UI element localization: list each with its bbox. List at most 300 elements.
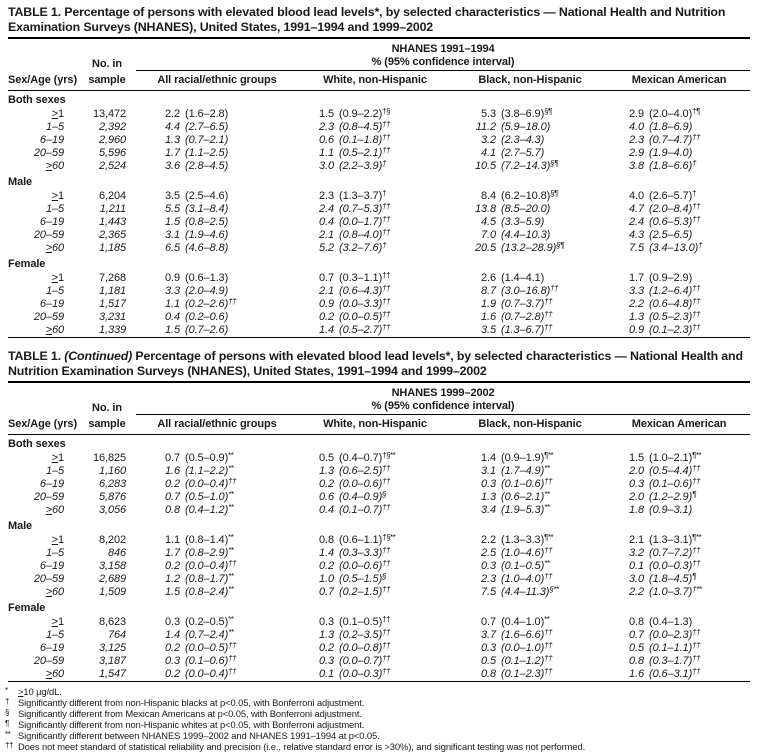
ci-cell: (0.8–4.0)††	[339, 228, 391, 241]
percent-cell: 4.0	[629, 190, 644, 202]
table-header	[8, 39, 750, 91]
ci-cell: (2.0–8.4)††	[649, 202, 701, 215]
age-cell: >60	[45, 160, 64, 172]
percent-cell: 3.0	[319, 160, 334, 172]
ci-cell: (0.9–1.9)¶**	[501, 451, 554, 464]
ci-cell: (0.8–4.5)††	[339, 120, 391, 133]
footnote-marker: ††	[382, 202, 391, 211]
percent-cell: 2.1	[629, 534, 644, 546]
footnote-text: Significantly different between NHANES 1999–2002 and NHANES 1991–1994 at p<0.05.	[18, 730, 380, 741]
ci-cell: (3.0–16.8)††	[501, 284, 559, 297]
ci-cell: (0.0–0.3)††	[649, 559, 701, 572]
ci-cell: (1.6–6.6)††	[501, 628, 553, 641]
age-cell: 20–59	[33, 491, 64, 503]
footnote-marker: ††	[228, 654, 237, 663]
percent-cell: 0.1	[629, 560, 644, 572]
table-row	[8, 560, 750, 573]
footnote-marker: **	[544, 503, 550, 512]
ci-cell: (0.7–2.1)	[185, 134, 229, 146]
age-cell: 6–19	[39, 298, 64, 310]
percent-cell: 0.3	[165, 616, 180, 628]
group-header-black: Black, non-Hispanic	[452, 415, 608, 435]
ci-cell: (6.2–10.8)§¶	[501, 189, 558, 202]
ci-cell: (3.8–6.9)§¶	[501, 107, 552, 120]
percent-cell: 1.9	[481, 298, 496, 310]
table-row	[8, 121, 750, 134]
footnote-marker: ††	[692, 667, 701, 676]
footnote-marker: ¶**	[544, 533, 554, 542]
footnote-marker: §¶	[544, 107, 552, 116]
percent-cell: 2.3	[629, 134, 644, 146]
percent-cell: 3.8	[629, 160, 644, 172]
percent-cell: 10.5	[474, 160, 496, 172]
section-label: Female	[8, 602, 46, 614]
nhanes-1999-2002-table	[8, 383, 750, 682]
footnote-marker: ¶**	[692, 451, 702, 460]
table-row	[8, 668, 750, 682]
footnote-text: Significantly different from non-Hispanic blacks at p<0.05, with Bonferroni adjustment.	[18, 697, 365, 708]
percent-cell: 0.4	[319, 216, 334, 228]
ci-cell: (2.0–4.0)†¶	[649, 107, 700, 120]
percent-cell: 0.9	[319, 298, 334, 310]
ci-cell: (3.4–13.0)†	[649, 241, 703, 254]
percent-cell: 2.3	[481, 573, 496, 585]
table-row	[8, 134, 750, 147]
section-row	[8, 435, 750, 453]
ci-cell: (0.0–0.4)††	[185, 477, 237, 490]
percent-cell: 1.1	[319, 147, 334, 159]
percent-cell: 0.7	[165, 452, 180, 464]
age-cell: 1–5	[45, 285, 64, 297]
sample-header: sample	[78, 415, 136, 435]
ci-cell: (4.4–11.3)§**	[501, 585, 559, 598]
ci-cell: (0.1–0.6)††	[649, 477, 701, 490]
percent-cell: 4.5	[481, 216, 496, 228]
footnote-marker: †§**	[382, 533, 396, 542]
footnote-marker: ††	[382, 215, 391, 224]
sample-header: sample	[78, 71, 136, 91]
ci-cell: (0.0–0.5)††	[339, 310, 391, 323]
ci-header: % (95% confidence interval)	[136, 56, 750, 71]
age-cell: >60	[45, 668, 64, 680]
footnote: ¶ Significantly different from non-Hispanic whites at p<0.05, with Bonferroni adjustment.	[5, 719, 752, 730]
ci-cell: (0.0–0.4)††	[185, 667, 237, 680]
percent-cell: 2.4	[629, 216, 644, 228]
group-header-black: Black, non-Hispanic	[452, 71, 608, 91]
percent-cell: 1.6	[629, 668, 644, 680]
footnote-marker: **	[228, 615, 234, 624]
ci-cell: (0.6–3.1)††	[649, 667, 701, 680]
footnote-marker: ††	[692, 323, 701, 332]
ci-cell: (0.3–1.7)††	[649, 654, 701, 667]
ci-cell: (0.6–5.3)††	[649, 215, 701, 228]
percent-cell: 0.9	[629, 324, 644, 336]
percent-cell: 0.2	[319, 642, 334, 654]
footnote-marker: †§**	[382, 451, 396, 460]
ci-cell: (0.1–2.3)††	[501, 667, 553, 680]
sex-age-header: Sex/Age (yrs)	[8, 415, 78, 435]
percent-cell: 5.3	[481, 108, 496, 120]
ci-cell: (1.3–3.3)¶**	[501, 533, 554, 546]
age-cell: >60	[45, 504, 64, 516]
footnote-marker: ††	[544, 641, 553, 650]
footnote-marker: ††	[382, 228, 391, 237]
percent-cell: 3.0	[629, 573, 644, 585]
percent-cell: 1.5	[629, 452, 644, 464]
sample-cell: 846	[107, 547, 126, 559]
percent-cell: 4.4	[165, 121, 180, 133]
table-panel-1999-2002	[8, 349, 752, 682]
age-cell: >1	[51, 272, 64, 284]
footnote-marker: ††	[544, 323, 553, 332]
age-cell: 20–59	[33, 147, 64, 159]
footnote-marker: **	[544, 464, 550, 473]
ci-cell: (0.6–2.1)**	[501, 490, 550, 503]
sample-cell: 2,524	[98, 160, 126, 172]
sample-cell: 6,204	[98, 190, 126, 202]
footnote-marker: ††	[544, 477, 553, 486]
percent-cell: 1.5	[165, 324, 180, 336]
footnote-marker: **	[228, 546, 234, 555]
table-row	[8, 655, 750, 668]
footnote-marker: ††	[692, 641, 701, 650]
ci-cell: (0.2–3.5)††	[339, 628, 391, 641]
ci-cell: (13.2–28.9)§¶	[501, 241, 564, 254]
ci-cell: (4.4–10.3)	[501, 229, 551, 241]
age-cell: 6–19	[39, 560, 64, 572]
ci-cell: (0.2–0.6)	[185, 311, 229, 323]
sample-cell: 6,283	[98, 478, 126, 490]
percent-cell: 0.7	[165, 491, 180, 503]
percent-cell: 0.7	[319, 272, 334, 284]
percent-cell: 3.6	[165, 160, 180, 172]
age-cell: >60	[45, 324, 64, 336]
footnote-marker: **	[228, 533, 234, 542]
percent-cell: 0.8	[629, 616, 644, 628]
footnote-text: Significantly different from non-Hispanic whites at p<0.05, with Bonferroni adjustment.	[18, 719, 365, 730]
ci-cell: (2.2–3.9)†	[339, 159, 387, 172]
table-row	[8, 203, 750, 216]
percent-cell: 3.2	[481, 134, 496, 146]
footnote: § Significantly different from Mexican Americans at p<0.05, with Bonferroni adjustment.	[5, 708, 752, 719]
percent-cell: 3.4	[481, 504, 496, 516]
footnote-marker: ††	[544, 310, 553, 319]
ci-cell: (1.4–4.1)	[501, 272, 545, 284]
sample-cell: 1,185	[98, 242, 126, 254]
percent-cell: 0.9	[165, 272, 180, 284]
ci-cell: (0.0–0.8)††	[339, 641, 391, 654]
footnote-marker: ††	[382, 271, 391, 280]
footnotes	[5, 686, 752, 752]
ci-cell: (0.4–1.3)	[649, 616, 693, 628]
ci-cell: (2.3–4.3)	[501, 134, 545, 146]
footnote-marker: ††	[382, 628, 391, 637]
table-row	[8, 311, 750, 324]
footnote-marker: ††	[544, 572, 553, 581]
percent-cell: 0.4	[319, 504, 334, 516]
ci-cell: (1.3–3.1)¶**	[649, 533, 702, 546]
age-cell: 6–19	[39, 134, 64, 146]
age-cell: 20–59	[33, 229, 64, 241]
sample-cell: 3,158	[98, 560, 126, 572]
percent-cell: 5.5	[165, 203, 180, 215]
percent-cell: 1.6	[165, 465, 180, 477]
ci-cell: (0.4–1.0)**	[501, 615, 550, 628]
percent-cell: 1.2	[165, 573, 180, 585]
footnote-marker: ††	[382, 641, 391, 650]
sex-age-header: Sex/Age (yrs)	[8, 71, 78, 91]
age-cell: 20–59	[33, 311, 64, 323]
ci-cell: (0.0–0.7)††	[339, 654, 391, 667]
footnote-marker: ††	[692, 628, 701, 637]
ci-cell: (2.5–6.5)	[649, 229, 693, 241]
ci-cell: (0.0–3.3)††	[339, 297, 391, 310]
sample-cell: 3,125	[98, 642, 126, 654]
table-row	[8, 216, 750, 229]
percent-cell: 5.2	[319, 242, 334, 254]
footnote-marker: †	[692, 159, 697, 168]
footnote-marker: ††	[228, 641, 237, 650]
table-row	[8, 504, 750, 517]
footnote-marker: ††	[692, 284, 701, 293]
percent-cell: 3.3	[629, 285, 644, 297]
percent-cell: 0.2	[319, 560, 334, 572]
ci-cell: (1.2–6.4)††	[649, 284, 701, 297]
percent-cell: 1.4	[319, 547, 334, 559]
percent-cell: 0.1	[319, 668, 334, 680]
percent-cell: 3.1	[481, 465, 496, 477]
percent-cell: 2.0	[629, 465, 644, 477]
footnote-marker: **	[228, 572, 234, 581]
table-row	[8, 147, 750, 160]
table-row	[8, 324, 750, 338]
age-cell: 1–5	[45, 121, 64, 133]
footnote-marker: ††	[228, 477, 237, 486]
ci-cell: (0.0–0.5)††	[185, 641, 237, 654]
age-cell: 6–19	[39, 216, 64, 228]
footnote-marker: ††	[382, 667, 391, 676]
ci-cell: (0.3–1.1)††	[339, 271, 391, 284]
footnote-marker: †	[382, 159, 387, 168]
age-cell: >1	[51, 616, 64, 628]
percent-cell: 4.1	[481, 147, 496, 159]
ci-cell: (0.1–0.5)**	[501, 559, 550, 572]
percent-cell: 2.9	[629, 147, 644, 159]
percent-cell: 0.2	[319, 478, 334, 490]
table-row	[8, 465, 750, 478]
sample-cell: 2,689	[98, 573, 126, 585]
percent-cell: 1.3	[481, 491, 496, 503]
percent-cell: 0.2	[165, 478, 180, 490]
percent-cell: 1.4	[319, 324, 334, 336]
sample-cell: 1,443	[98, 216, 126, 228]
table-row	[8, 160, 750, 173]
ci-cell: (0.7–2.4)**	[185, 628, 234, 641]
ci-cell: (0.0–0.3)††	[339, 667, 391, 680]
footnote-marker: **	[228, 451, 234, 460]
sample-cell: 2,365	[98, 229, 126, 241]
footnote-marker: †¶	[692, 107, 700, 116]
ci-cell: (3.2–7.6)†	[339, 241, 387, 254]
ci-cell: (1.9–4.0)	[649, 147, 693, 159]
ci-cell: (0.1–1.2)††	[501, 654, 553, 667]
percent-cell: 1.4	[481, 452, 496, 464]
footnote-marker: ††	[382, 464, 391, 473]
table-title	[8, 5, 752, 34]
ci-cell: (0.7–7.2)††	[649, 546, 701, 559]
footnote-marker: ¶**	[692, 533, 702, 542]
ci-cell: (0.2–2.6)††	[185, 297, 237, 310]
table-row	[8, 190, 750, 203]
age-cell: 20–59	[33, 655, 64, 667]
section-row	[8, 91, 750, 109]
percent-cell: 2.2	[165, 108, 180, 120]
footnote-marker: ††	[228, 297, 237, 306]
table-row	[8, 586, 750, 599]
percent-cell: 1.1	[165, 298, 180, 310]
percent-cell: 4.0	[629, 121, 644, 133]
ci-cell: (0.9–2.9)	[649, 272, 693, 284]
section-label: Both sexes	[8, 438, 66, 450]
percent-cell: 3.2	[629, 547, 644, 559]
percent-cell: 3.7	[481, 629, 496, 641]
footnote-text: Significantly different from Mexican Americans at p<0.05, with Bonferroni adjustment.	[18, 708, 362, 719]
percent-cell: 1.5	[165, 586, 180, 598]
sample-cell: 1,160	[98, 465, 126, 477]
percent-cell: 1.3	[165, 134, 180, 146]
table-row	[8, 629, 750, 642]
ci-cell: (0.0–1.7)††	[339, 215, 391, 228]
group-header-white: White, non-Hispanic	[298, 415, 452, 435]
section-row	[8, 599, 750, 616]
percent-cell: 0.8	[319, 534, 334, 546]
age-cell: 20–59	[33, 573, 64, 585]
age-cell: >1	[51, 534, 64, 546]
sample-cell: 5,596	[98, 147, 126, 159]
ci-cell: (0.7–4.7)††	[649, 133, 701, 146]
table-row	[8, 616, 750, 629]
ci-cell: (1.8–6.6)†	[649, 159, 697, 172]
percent-cell: 2.1	[319, 229, 334, 241]
ci-cell: (0.2–0.5)**	[185, 615, 234, 628]
percent-cell: 8.4	[481, 190, 496, 202]
footnote-marker: **	[228, 464, 234, 473]
footnote-text: Does not meet standard of statistical reliability and precision (i.e., relative standard error is >30%), and significant testing was not performed.	[18, 741, 586, 752]
ci-cell: (0.8–1.4)**	[185, 533, 234, 546]
ci-cell: (2.7–6.5)	[185, 121, 229, 133]
percent-cell: 1.3	[319, 629, 334, 641]
sample-cell: 3,187	[98, 655, 126, 667]
ci-cell: (1.6–2.8)	[185, 108, 229, 120]
percent-cell: 0.6	[319, 134, 334, 146]
table-row	[8, 108, 750, 121]
percent-cell: 1.3	[319, 465, 334, 477]
footnote-marker: ††	[544, 297, 553, 306]
footnote-marker: ††	[382, 133, 391, 142]
footnote-marker: ††	[692, 546, 701, 555]
table-title-continued: (Continued)	[64, 349, 133, 363]
section-row	[8, 255, 750, 272]
ci-cell: (5.9–18.0)	[501, 121, 551, 133]
footnote-marker: ††	[228, 667, 237, 676]
footnote-marker: §¶	[550, 159, 558, 168]
percent-cell: 2.5	[481, 547, 496, 559]
ci-cell: (1.8–6.9)	[649, 121, 693, 133]
percent-cell: 7.0	[481, 229, 496, 241]
ci-cell: (2.8–4.5)	[185, 160, 229, 172]
sample-cell: 1,517	[98, 298, 126, 310]
age-cell: >1	[51, 452, 64, 464]
age-cell: >60	[45, 586, 64, 598]
footnote-marker: **	[228, 503, 234, 512]
ci-cell: (0.8–2.5)	[185, 216, 229, 228]
footnote-marker: ††	[550, 284, 559, 293]
percent-cell: 0.3	[629, 478, 644, 490]
ci-cell: (1.0–3.7)†**	[649, 585, 702, 598]
ci-cell: (7.2–14.3)§¶	[501, 159, 558, 172]
table-row	[8, 491, 750, 504]
ci-cell: (0.1–1.1)††	[649, 641, 701, 654]
ci-cell: (1.1–2.5)	[185, 147, 229, 159]
ci-cell: (0.0–0.6)††	[339, 559, 391, 572]
percent-cell: 7.5	[481, 586, 496, 598]
footnote-marker: †	[692, 189, 697, 198]
percent-cell: 0.5	[629, 642, 644, 654]
table-row	[8, 452, 750, 465]
ci-cell: (0.8–2.9)**	[185, 546, 234, 559]
ci-cell: (0.5–2.7)††	[339, 323, 391, 336]
percent-cell: 2.4	[319, 203, 334, 215]
footnote-marker: ††	[382, 585, 391, 594]
footnote-marker: §¶	[556, 241, 564, 250]
ci-cell: (2.5–4.6)	[185, 190, 229, 202]
footnote-marker: ††	[382, 120, 391, 129]
footnote-marker: ††	[692, 202, 701, 211]
footnote-marker: ††	[382, 310, 391, 319]
ci-cell: (0.1–2.3)††	[649, 323, 701, 336]
percent-cell: 2.3	[319, 190, 334, 202]
footnote-marker: ††	[382, 559, 391, 568]
table-body	[8, 435, 750, 682]
percent-cell: 0.4	[165, 311, 180, 323]
footnote-marker: ¶**	[544, 451, 554, 460]
percent-cell: 6.5	[165, 242, 180, 254]
percent-cell: 0.2	[165, 560, 180, 572]
ci-cell: (2.7–5.7)	[501, 147, 545, 159]
percent-cell: 0.3	[481, 642, 496, 654]
footnote-marker: ¶	[692, 490, 696, 499]
ci-cell: (0.1–0.6)††	[185, 654, 237, 667]
percent-cell: 1.8	[629, 504, 644, 516]
table-body	[8, 91, 750, 338]
percent-cell: 0.7	[629, 629, 644, 641]
ci-cell: (3.3–5.9)	[501, 216, 545, 228]
group-header-white: White, non-Hispanic	[298, 71, 452, 91]
percent-cell: 2.1	[319, 285, 334, 297]
ci-cell: (1.8–4.5)¶	[649, 572, 696, 585]
footnote-marker: **	[228, 628, 234, 637]
ci-cell: (0.9–2.2)†§	[339, 107, 391, 120]
ci-cell: (0.5–4.4)††	[649, 464, 701, 477]
sample-cell: 3,231	[98, 311, 126, 323]
table-row	[8, 534, 750, 547]
sample-cell: 16,825	[92, 452, 126, 464]
footnote-marker: ††	[382, 615, 391, 624]
percent-cell: 1.1	[165, 534, 180, 546]
ci-cell: (0.8–1.7)**	[185, 572, 234, 585]
age-cell: >1	[51, 108, 64, 120]
footnote-marker: ††	[692, 310, 701, 319]
